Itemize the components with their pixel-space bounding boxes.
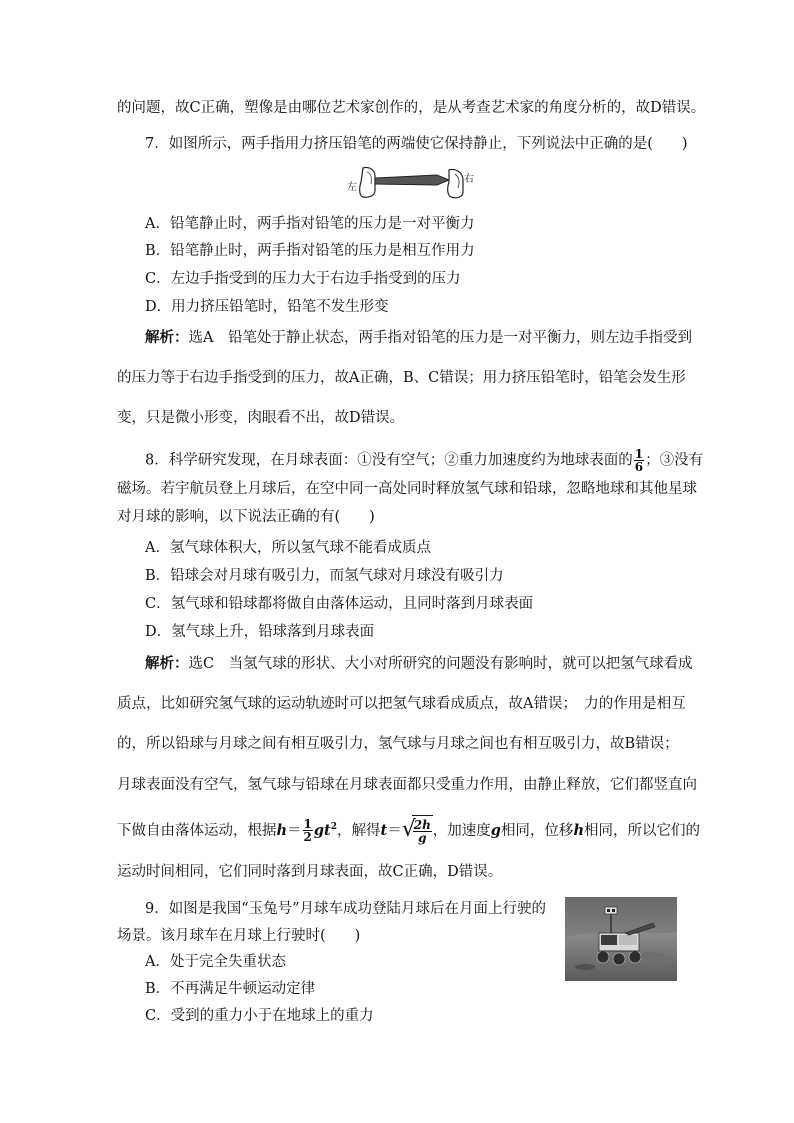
answer-8-line-6: 运动时间相同，它们同时落到月球表面，故C正确，D错误。: [117, 864, 503, 880]
option-8a: A．氢气球体积大，所以氢气球不能看成质点: [145, 540, 431, 556]
text-line: 的问题，故C正确，塑像是由哪位艺术家创作的，是从考查艺术家的角度分析的，故D错误。: [117, 100, 706, 116]
exponent: 2: [330, 822, 338, 832]
lunar-rover-photo: [565, 897, 677, 981]
answer-7-line-1: [145, 328, 692, 348]
option-8b: B．铅球会对月球有吸引力，而氢气球对月球没有吸引力: [145, 568, 504, 584]
text: 相同，位移: [500, 822, 574, 839]
var-gt: gt: [313, 821, 331, 839]
answer-label: 解析：: [145, 329, 189, 346]
fraction-numerator: 2h: [413, 817, 431, 832]
question-9-line-2: 场景。该月球车在月球上行驶时( ): [117, 928, 361, 944]
answer-text: 选A 铅笔处于静止状态，两手指对铅笔的压力是一对平衡力，则左边手指受到: [188, 330, 692, 346]
equals: ＝: [387, 822, 402, 839]
fraction-numerator: 1: [303, 817, 312, 832]
fraction-denominator: 6: [634, 460, 644, 474]
answer-8-line-4: 月球表面没有空气，氢气球与铅球在月球表面都只受重力作用，由静止释放，它们都竖直向: [117, 777, 697, 793]
text: 下做自由落体运动，根据: [117, 822, 277, 839]
question-7: 7．如图所示，两手指用力挤压铅笔的两端使它保持静止，下列说法中正确的是( ): [145, 136, 688, 152]
var-h: h: [573, 821, 584, 839]
fraction-one-sixth: [634, 448, 644, 473]
q8-text-end: ；③没有: [645, 452, 704, 469]
fraction-denominator: 2: [303, 830, 312, 845]
option-7d: D．用力挤压铅笔时，铅笔不发生形变: [145, 299, 389, 315]
option-9c: C．受到的重力小于在地球上的重力: [145, 1008, 374, 1024]
pencil-figure: [345, 164, 480, 200]
left-label: 左: [347, 182, 357, 193]
fraction-one-half: [303, 818, 313, 843]
var-h: h: [276, 821, 288, 839]
answer-8-line-1: [145, 654, 693, 674]
option-9a: A．处于完全失重状态: [145, 954, 286, 970]
option-7c: C．左边手指受到的压力大于右边手指受到的压力: [145, 271, 461, 287]
fraction-denominator: g: [418, 830, 427, 845]
option-9b: B．不再满足牛顿运动定律: [145, 981, 316, 997]
answer-8-line-3: 的，所以铅球与月球之间有相互吸引力，氢气球与月球之间也有相互吸引力，故B错误；: [117, 736, 679, 752]
q8-text: 8．科学研究发现，在月球表面：①没有空气；②重力加速度约为地球表面的: [145, 452, 633, 469]
var-g: g: [490, 821, 501, 839]
question-8-line-2: 磁场。若宇航员登上月球后，在空中同一高处同时释放氢气球和铅球，忽略地球和其他星球: [117, 481, 697, 497]
text: ，解得: [337, 822, 381, 839]
equals: ＝: [287, 822, 302, 839]
text: ，加速度: [432, 822, 491, 839]
answer-text: 选C 当氢气球的形状、大小对所研究的问题没有影响时，就可以把氢气球看成: [188, 656, 693, 672]
right-label: 右: [464, 174, 474, 185]
text: 相同，所以它们的: [583, 822, 700, 839]
answer-8-line-5: [117, 812, 700, 846]
answer-7-line-3: 变，只是微小形变，肉眼看不出，故D错误。: [117, 410, 405, 426]
answer-label: 解析：: [145, 655, 189, 672]
option-7a: A．铅笔静止时，两手指对铅笔的压力是一对平衡力: [145, 216, 475, 232]
question-9-line-1: 9．如图是我国“玉兔号”月球车成功登陆月球后在月面上行驶的: [145, 901, 547, 917]
question-8-line-1: [145, 448, 703, 473]
question-8-line-3: 对月球的影响，以下说法正确的有( ): [117, 509, 375, 525]
option-7b: B．铅笔静止时，两手指对铅笔的压力是相互作用力: [145, 243, 475, 259]
var-t: t: [380, 821, 388, 839]
square-root: √ $\frac{2h}{g}$: [401, 817, 431, 845]
option-8d: D．氢气球上升，铅球落到月球表面: [145, 624, 375, 640]
answer-8-line-2: 质点，比如研究氢气球的运动轨迹时可以把氢气球看成质点，故A错误； 力的作用是相互: [117, 696, 686, 712]
answer-7-line-2: 的压力等于右边手指受到的压力，故A正确，B、C错误；用力挤压铅笔时，铅笔会发生形: [117, 370, 686, 386]
option-8c: C．氢气球和铅球都将做自由落体运动，且同时落到月球表面: [145, 596, 534, 612]
fraction-numerator: 1: [634, 447, 644, 461]
